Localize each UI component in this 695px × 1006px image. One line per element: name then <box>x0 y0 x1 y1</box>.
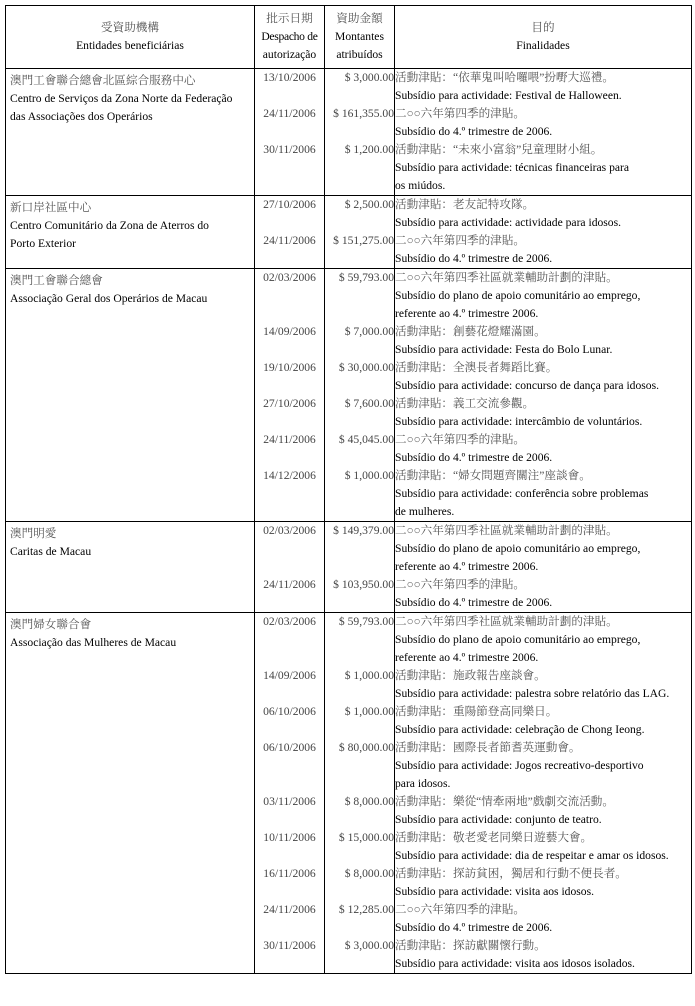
header-amount-pt2: atribuídos <box>336 48 383 61</box>
purpose-pt: Subsídio para actividade: dia de respeitar e amar os idosos. <box>395 849 669 862</box>
beneficiary-group-row <box>6 269 692 522</box>
grant-purpose <box>395 269 691 323</box>
purpose-pt: para idosos. <box>395 777 451 790</box>
purpose-pt: Subsídio para actividade: técnicas financeiras para <box>395 161 630 174</box>
grant-purpose <box>395 703 691 739</box>
purpose-pt: Subsídio para actividade: intercâmbio de voluntários. <box>395 415 643 428</box>
beneficiary-name-pt: Associação Geral dos Operários de Macau <box>10 292 208 305</box>
grant-amount: $ 8,000.00 <box>344 867 394 880</box>
beneficiary-cell <box>6 613 255 974</box>
purpose-cell <box>395 613 692 974</box>
purpose-zh: 活動津貼：重陽節登高同樂日。 <box>395 705 558 718</box>
grants-table <box>5 5 692 974</box>
grant-purpose <box>395 739 691 793</box>
grant-date: 24/11/2006 <box>263 578 316 591</box>
beneficiary-cell <box>6 69 255 196</box>
grant-date: 13/10/2006 <box>263 71 316 84</box>
purpose-cell <box>395 69 692 196</box>
purpose-pt: Subsídio do plano de apoio comunitário ao emprego, <box>395 542 641 555</box>
header-org-zh: 受資助機構 <box>101 21 159 34</box>
grant-purpose <box>395 105 691 141</box>
purpose-zh: 活動津貼：全澳長者舞蹈比賽。 <box>395 361 558 374</box>
grant-purpose <box>395 323 691 359</box>
purpose-pt: Subsídio para actividade: conjunto de teatro. <box>395 813 602 826</box>
beneficiary-name-zh: 新口岸社區中心 <box>10 201 92 214</box>
grant-amount: $ 59,793.00 <box>338 615 394 628</box>
amount-cell <box>325 69 395 196</box>
date-cell <box>255 196 325 269</box>
beneficiary-name-zh: 澳門工會聯合總會北區綜合服務中心 <box>10 74 196 87</box>
purpose-pt: Subsídio para actividade: visita aos idosos isolados. <box>395 957 635 970</box>
amount-cell <box>325 196 395 269</box>
purpose-pt: referente ao 4.º trimestre 2006. <box>395 307 539 320</box>
beneficiary-group-row <box>6 196 692 269</box>
grant-amount: $ 103,950.00 <box>333 578 394 591</box>
grant-purpose <box>395 232 691 268</box>
grant-purpose <box>395 667 691 703</box>
purpose-zh: 二○○六年第四季社區就業輔助計劃的津貼。 <box>395 615 618 628</box>
purpose-pt: Subsídio para actividade: Festa do Bolo Lunar. <box>395 343 613 356</box>
purpose-zh: 活動津貼：施政報告座談會。 <box>395 669 546 682</box>
beneficiary-name-pt: Centro Comunitário da Zona de Aterros do <box>10 219 209 232</box>
grant-purpose <box>395 613 691 667</box>
purpose-pt: Subsídio do 4.º trimestre de 2006. <box>395 252 553 265</box>
grant-amount: $ 3,000.00 <box>344 71 394 84</box>
grant-purpose <box>395 576 691 612</box>
purpose-pt: os miúdos. <box>395 179 446 192</box>
grant-purpose <box>395 359 691 395</box>
beneficiary-name-pt: Porto Exterior <box>10 237 77 250</box>
purpose-zh: 活動津貼：國際長者節耆英運動會。 <box>395 741 581 754</box>
grant-purpose <box>395 395 691 431</box>
purpose-zh: 活動津貼：探訪獻關懷行動。 <box>395 939 546 952</box>
beneficiary-name-pt: das Associações dos Operários <box>10 110 153 123</box>
grant-amount: $ 2,500.00 <box>344 198 394 211</box>
grant-amount: $ 151,275.00 <box>333 234 394 247</box>
grant-amount: $ 7,600.00 <box>344 397 394 410</box>
grant-amount: $ 8,000.00 <box>344 795 394 808</box>
header-amount-pt1: Montantes <box>335 30 384 43</box>
header-org-pt: Entidades beneficiárias <box>76 39 184 52</box>
grant-amount: $ 15,000.00 <box>338 831 394 844</box>
grant-date: 06/10/2006 <box>263 741 316 754</box>
date-cell <box>255 613 325 974</box>
grant-amount: $ 1,200.00 <box>344 143 394 156</box>
header-date-zh: 批示日期 <box>266 12 313 25</box>
purpose-pt: referente ao 4.º trimestre 2006. <box>395 651 539 664</box>
header-row <box>6 6 692 69</box>
grant-amount: $ 149,379.00 <box>333 524 394 537</box>
grant-purpose <box>395 937 691 973</box>
purpose-zh: 二○○六年第四季社區就業輔助計劃的津貼。 <box>395 271 618 284</box>
purpose-zh: 二○○六年第四季的津貼。 <box>395 107 525 120</box>
header-purpose-zh: 目的 <box>531 21 555 34</box>
grant-amount: $ 59,793.00 <box>338 271 394 284</box>
grant-amount: $ 80,000.00 <box>338 741 394 754</box>
purpose-zh: 活動津貼：老友記特攻隊。 <box>395 198 535 211</box>
grant-amount: $ 3,000.00 <box>344 939 394 952</box>
purpose-pt: Subsídio para actividade: conferência sobre problemas <box>395 487 649 500</box>
purpose-pt: Subsídio para actividade: visita aos idosos. <box>395 885 594 898</box>
grant-date: 24/11/2006 <box>263 107 316 120</box>
grant-amount: $ 30,000.00 <box>338 361 394 374</box>
purpose-pt: Subsídio para actividade: actividade para idosos. <box>395 216 622 229</box>
purpose-pt: Subsídio do plano de apoio comunitário ao emprego, <box>395 289 641 302</box>
header-date-pt2: autorização <box>262 48 317 61</box>
date-cell <box>255 522 325 613</box>
beneficiary-name-pt: Caritas de Macau <box>10 545 92 558</box>
grant-date: 02/03/2006 <box>263 615 316 628</box>
beneficiary-group-row <box>6 613 692 974</box>
purpose-pt: Subsídio para actividade: Jogos recreativo-desportivo <box>395 759 644 772</box>
grant-date: 10/11/2006 <box>263 831 316 844</box>
grant-date: 24/11/2006 <box>263 903 316 916</box>
beneficiary-cell <box>6 196 255 269</box>
grant-date: 14/09/2006 <box>263 669 316 682</box>
purpose-zh: 活動津貼：“婦女問題齊關注”座談會。 <box>395 469 591 482</box>
purpose-zh: 活動津貼：探訪貧困，獨居和行動不便長者。 <box>395 867 627 880</box>
grant-purpose <box>395 467 691 521</box>
purpose-pt: Subsídio do 4.º trimestre de 2006. <box>395 451 553 464</box>
amount-cell <box>325 522 395 613</box>
purpose-pt: Subsídio do 4.º trimestre de 2006. <box>395 921 553 934</box>
grant-purpose <box>395 69 691 105</box>
grant-date: 16/11/2006 <box>263 867 316 880</box>
grant-amount: $ 1,000.00 <box>344 669 394 682</box>
beneficiary-name-pt: Centro de Serviços da Zona Norte da Federação <box>10 92 233 105</box>
header-purpose-pt: Finalidades <box>516 39 570 52</box>
beneficiary-name-zh: 澳門明愛 <box>10 527 57 540</box>
beneficiary-name-pt: Associação das Mulheres de Macau <box>10 636 177 649</box>
grant-date: 14/09/2006 <box>263 325 316 338</box>
amount-cell <box>325 613 395 974</box>
purpose-zh: 活動津貼：“依華鬼叫哈囉喂”扮嘢大巡禮。 <box>395 71 614 84</box>
grant-date: 30/11/2006 <box>263 143 316 156</box>
date-cell <box>255 269 325 522</box>
beneficiary-name-zh: 澳門婦女聯合會 <box>10 618 92 631</box>
beneficiary-cell <box>6 522 255 613</box>
beneficiary-group-row <box>6 69 692 196</box>
purpose-zh: 二○○六年第四季社區就業輔助計劃的津貼。 <box>395 524 618 537</box>
purpose-pt: Subsídio para actividade: concurso de dança para idosos. <box>395 379 659 392</box>
purpose-pt: Subsídio para actividade: Festival de Halloween. <box>395 89 622 102</box>
purpose-pt: Subsídio do 4.º trimestre de 2006. <box>395 125 553 138</box>
purpose-pt: de mulheres. <box>395 505 455 518</box>
date-cell <box>255 69 325 196</box>
grant-purpose <box>395 431 691 467</box>
purpose-pt: Subsídio do 4.º trimestre de 2006. <box>395 596 553 609</box>
purpose-zh: 活動津貼：樂從“情牽兩地”戲劇交流活動。 <box>395 795 614 808</box>
grant-purpose <box>395 141 691 195</box>
amount-cell <box>325 269 395 522</box>
header-date-pt1: Despacho de <box>261 30 318 43</box>
grant-amount: $ 7,000.00 <box>344 325 394 338</box>
purpose-cell <box>395 269 692 522</box>
purpose-zh: 二○○六年第四季的津貼。 <box>395 433 525 446</box>
header-amount <box>325 6 395 69</box>
purpose-pt: Subsídio do plano de apoio comunitário ao emprego, <box>395 633 641 646</box>
grant-date: 06/10/2006 <box>263 705 316 718</box>
purpose-zh: 活動津貼：敬老愛老同樂日遊藝大會。 <box>395 831 593 844</box>
purpose-cell <box>395 522 692 613</box>
grant-date: 02/03/2006 <box>263 271 316 284</box>
grant-purpose <box>395 829 691 865</box>
grant-date: 19/10/2006 <box>263 361 316 374</box>
grant-date: 24/11/2006 <box>263 234 316 247</box>
purpose-zh: 二○○六年第四季的津貼。 <box>395 234 525 247</box>
header-org <box>6 6 255 69</box>
grant-amount: $ 12,285.00 <box>338 903 394 916</box>
grant-purpose <box>395 196 691 232</box>
beneficiary-cell <box>6 269 255 522</box>
purpose-pt: Subsídio para actividade: celebração de Chong Ieong. <box>395 723 645 736</box>
grant-date: 03/11/2006 <box>263 795 316 808</box>
purpose-cell <box>395 196 692 269</box>
grant-amount: $ 1,000.00 <box>344 705 394 718</box>
grant-date: 30/11/2006 <box>263 939 316 952</box>
header-date <box>255 6 325 69</box>
grant-date: 02/03/2006 <box>263 524 316 537</box>
grant-date: 27/10/2006 <box>263 397 316 410</box>
grant-amount: $ 161,355.00 <box>333 107 394 120</box>
grant-date: 27/10/2006 <box>263 198 316 211</box>
grant-amount: $ 45,045.00 <box>338 433 394 446</box>
purpose-zh: 二○○六年第四季的津貼。 <box>395 903 525 916</box>
purpose-zh: 活動津貼：“未來小富翁”兒童理財小組。 <box>395 143 603 156</box>
grant-purpose <box>395 865 691 901</box>
purpose-pt: Subsídio para actividade: palestra sobre relatório das LAG. <box>395 687 670 700</box>
beneficiary-group-row <box>6 522 692 613</box>
grant-purpose <box>395 793 691 829</box>
grant-purpose <box>395 522 691 576</box>
purpose-zh: 活動津貼：義工交流參觀。 <box>395 397 535 410</box>
beneficiary-name-zh: 澳門工會聯合總會 <box>10 274 103 287</box>
header-purpose <box>395 6 692 69</box>
header-amount-zh: 資助金額 <box>336 12 383 25</box>
purpose-zh: 活動津貼：創藝花燈耀滿園。 <box>395 325 546 338</box>
purpose-zh: 二○○六年第四季的津貼。 <box>395 578 525 591</box>
grant-date: 14/12/2006 <box>263 469 316 482</box>
purpose-pt: referente ao 4.º trimestre 2006. <box>395 560 539 573</box>
grant-amount: $ 1,000.00 <box>344 469 394 482</box>
grant-date: 24/11/2006 <box>263 433 316 446</box>
grant-purpose <box>395 901 691 937</box>
